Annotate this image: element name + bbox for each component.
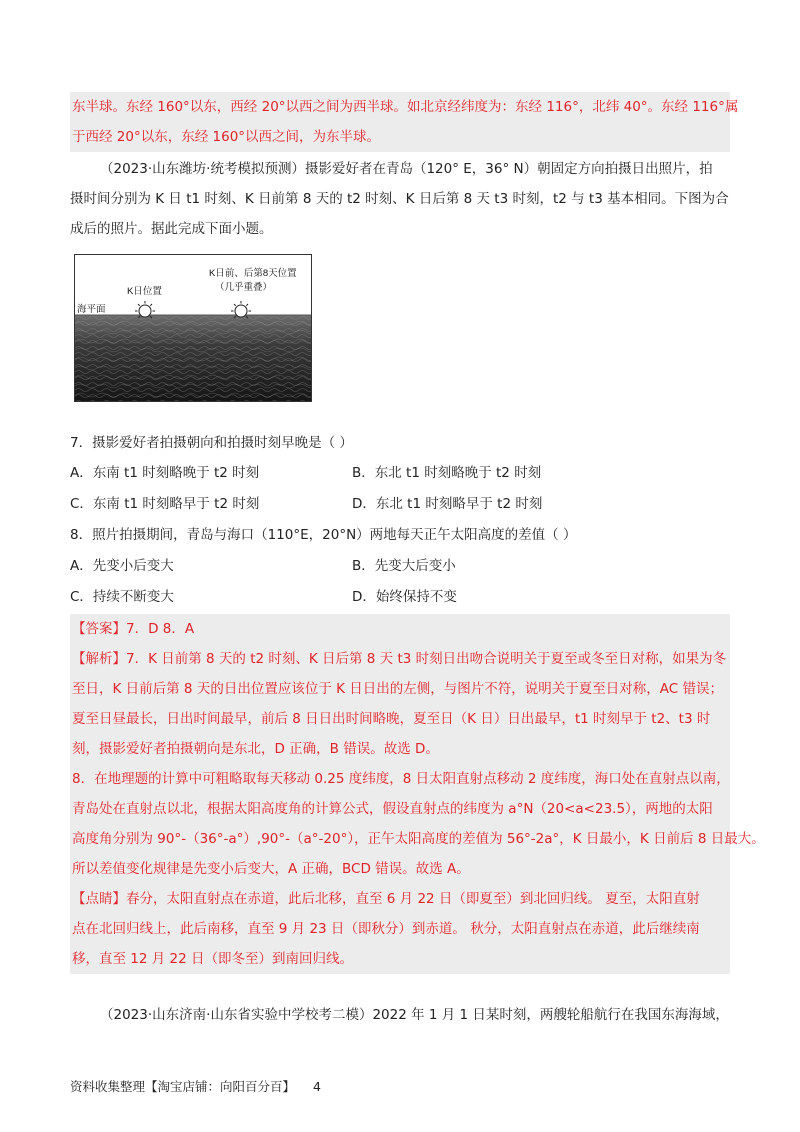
q8-option-a: A．先变小后变大 (70, 558, 174, 574)
analysis-line: 刻，摄影爱好者拍摄朝向是东北，D 正确，B 错误。故选 D。 (72, 741, 439, 757)
previous-answer-line: 东半球。东经 160°以东，西经 20°以西之间为西半球。如北京经纬度为：东经 116°，北纬 40°。东经 116°属 (72, 99, 739, 115)
analysis-line: 【解析】7．K 日前第 8 天的 t2 时刻、K 日后第 8 天 t3 时刻日出吻合说明关于夏至或冬至日对称，如果为冬 (72, 651, 727, 667)
tips-line: 点在北回归线上，此后南移，直至 9 月 23 日（即秋分）到赤道。 秋分，太阳直射点在赤道，此后继续南 (72, 921, 700, 937)
intro-line: 成后的照片。据此完成下面小题。 (70, 221, 273, 237)
analysis-line: 至日，K 日前后第 8 天的日出位置应该位于 K 日日出的左侧，与图片不符，说明关于夏至日对称，AC 错误； (72, 681, 723, 697)
next-intro-line: （2023·山东济南·山东省实验中学校考二模）2022 年 1 月 1 日某时刻，两艘轮船航行在我国东海海域， (100, 1007, 729, 1023)
analysis-line: 青岛处在直射点以北，根据太阳高度角的计算公式，假设直射点的纬度为 a°N（20<a<23.5），两地的太阳 (72, 801, 713, 817)
analysis-line: 高度角分别为 90°-（36°-a°）,90°-（a°-20°），正午太阳高度的差值为 56°-2a°，K 日最小，K 日前后 8 日最大。 (72, 831, 765, 847)
q8-option-c: C．持续不断变大 (70, 589, 174, 605)
q8-option-b: B．先变大后变小 (352, 558, 456, 574)
label-k-day: K日位置 (127, 286, 162, 297)
analysis-line: 8．在地理题的计算中可粗略取每天移动 0.25 度纬度，8 日太阳直射点移动 2 度纬度，海口处在直射点以南， (72, 771, 730, 787)
tips-line: 移，直至 12 月 22 日（即冬至）到南回归线。 (72, 951, 354, 967)
footer-source: 资料收集整理【淘宝店铺：向阳百分百】 (70, 1079, 296, 1094)
question-8-stem: 8．照片拍摄期间，青岛与海口（110°E，20°N）两地每天正午太阳高度的差值（ ） (70, 527, 577, 543)
q7-option-a: A．东南 t1 时刻略晚于 t2 时刻 (70, 465, 260, 481)
analysis-line: 夏至日昼最长，日出时间最早，前后 8 日日出时间略晚，夏至日（K 日）日出最早，t1 时刻早于 t2、t3 时 (72, 711, 711, 727)
answer-analysis-block (70, 614, 765, 974)
tips-line: 【点睛】春分，太阳直射点在赤道，此后北移，直至 6 月 22 日（即夏至）到北回归线。 夏至，太阳直射 (72, 891, 700, 907)
answer-line: 【答案】7．D 8．A (72, 621, 195, 637)
page-number: 4 (313, 1079, 321, 1094)
intro-line: 摄时间分别为 K 日 t1 时刻、K 日前第 8 天的 t2 时刻、K 日后第 8 天 t3 时刻，t2 与 t3 基本相同。下图为合 (70, 191, 729, 207)
question-intro (70, 154, 730, 244)
label-sea-level: 海平面 (77, 304, 106, 315)
label-before-after: K日前、后第8天位置 (209, 268, 297, 279)
q7-option-b: B．东北 t1 时刻略晚于 t2 时刻 (352, 465, 542, 481)
question-7-stem: 7．摄影爱好者拍摄朝向和拍摄时刻早晚是（ ） (70, 435, 353, 451)
label-overlap-note: （几乎重叠） (215, 282, 273, 293)
page-footer (70, 1077, 321, 1095)
previous-answer-block (70, 92, 739, 152)
previous-answer-line: 于西经 20°以东，东经 160°以西之间，为东半球。 (72, 129, 381, 145)
intro-line: （2023·山东潍坊·统考模拟预测）摄影爱好者在青岛（120° E，36° N）朝固定方向拍摄日出照片，拍 (100, 161, 713, 177)
q7-option-c: C．东南 t1 时刻略早于 t2 时刻 (70, 496, 260, 512)
q8-option-d: D．始终保持不变 (352, 589, 457, 605)
q7-option-d: D．东北 t1 时刻略早于 t2 时刻 (352, 496, 543, 512)
analysis-line: 所以差值变化规律是先变小后变大，A 正确，BCD 错误。故选 A。 (72, 861, 470, 877)
next-question-intro (70, 1000, 730, 1030)
sunrise-photo-figure (74, 254, 312, 402)
